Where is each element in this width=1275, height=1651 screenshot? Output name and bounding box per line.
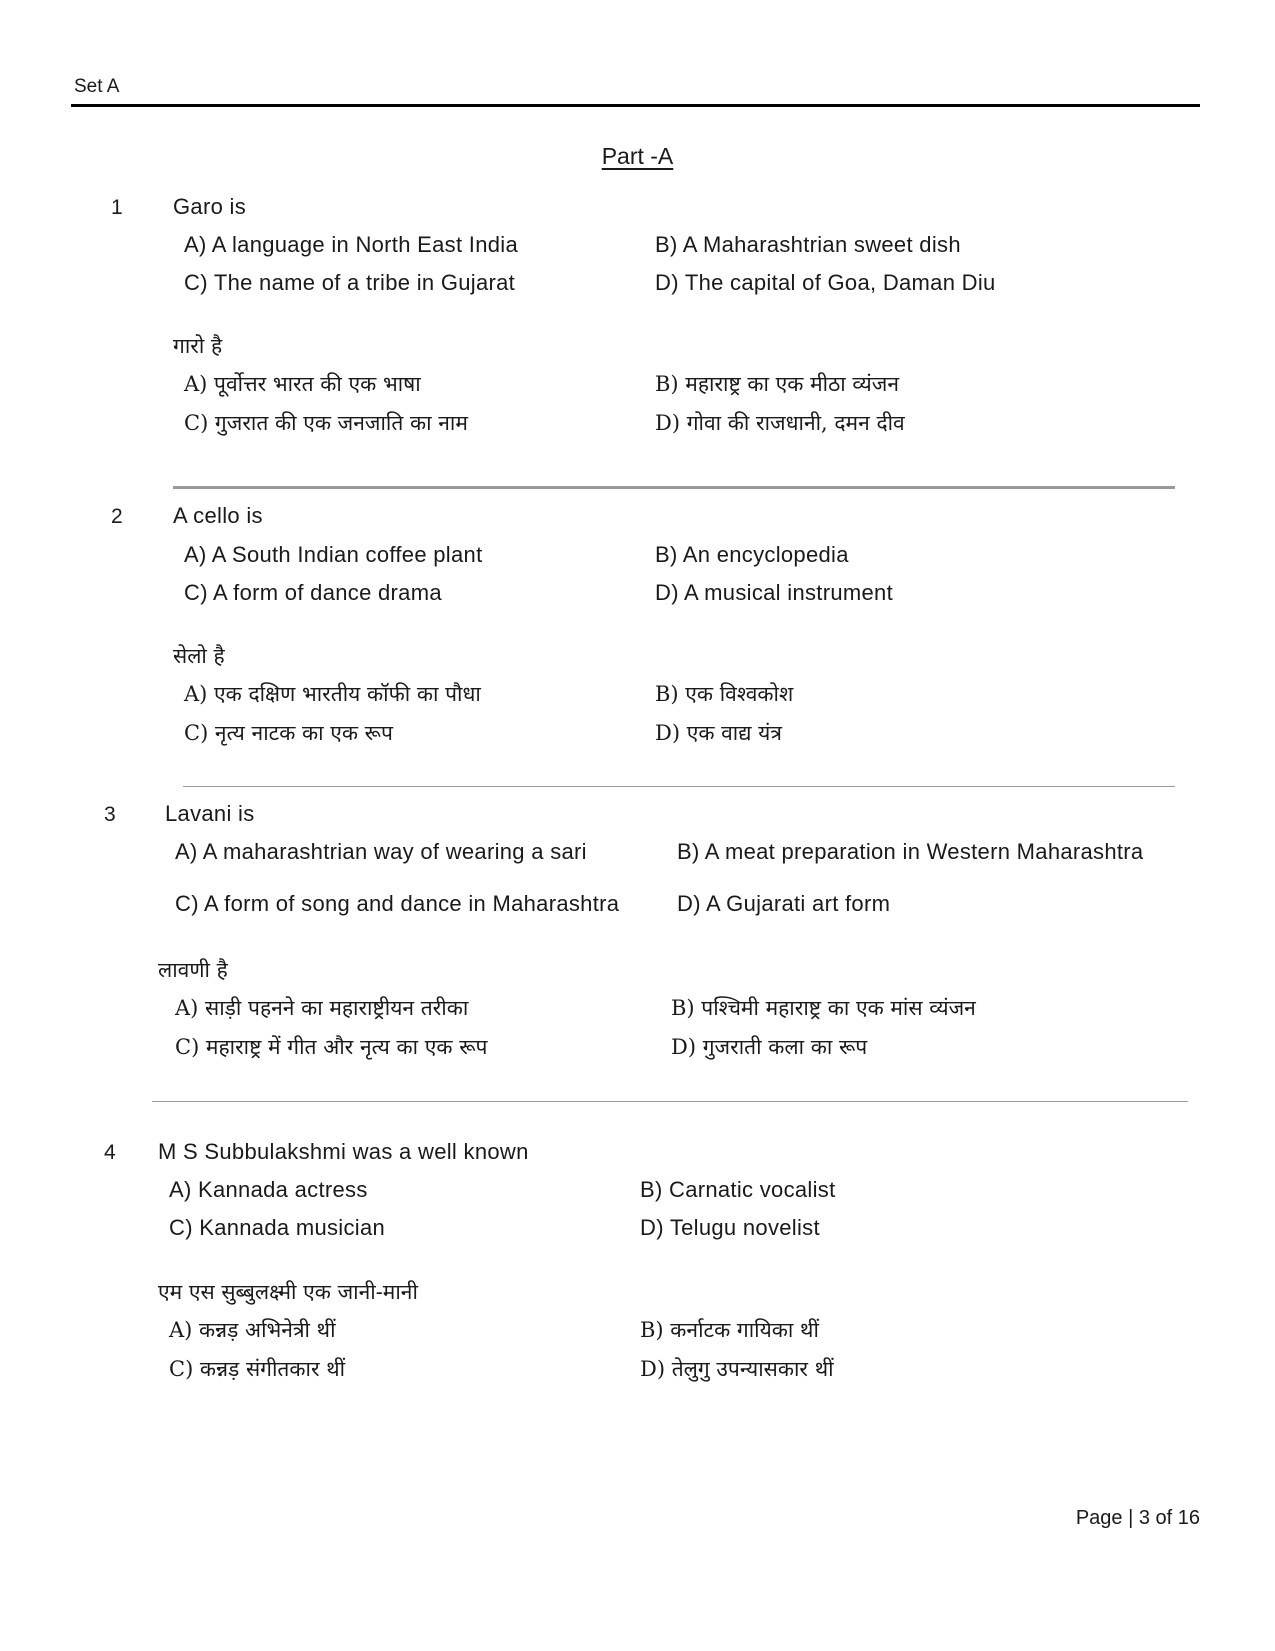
question-1-text-hindi: गारो है xyxy=(173,334,223,358)
question-3-option-a: A) A maharashtrian way of wearing a sari xyxy=(175,839,587,864)
question-2-option-a: A) A South Indian coffee plant xyxy=(184,542,483,567)
question-4-number: 4 xyxy=(104,1141,116,1164)
question-2-option-d-hindi: D) एक वाद्य यंत्र xyxy=(655,721,782,745)
question-4-option-d-hindi: D) तेलुगु उपन्यासकार थीं xyxy=(640,1357,834,1381)
question-1-option-d: D) The capital of Goa, Daman Diu xyxy=(655,270,996,295)
question-4-text: M S Subbulakshmi was a well known xyxy=(158,1139,529,1164)
question-3-option-d-hindi: D) गुजराती कला का रूप xyxy=(671,1035,868,1059)
question-1-option-a-hindi: A) पूर्वोत्तर भारत की एक भाषा xyxy=(184,372,421,396)
question-1-option-c-hindi: C) गुजरात की एक जनजाति का नाम xyxy=(184,411,468,435)
question-2-option-c-hindi: C) नृत्य नाटक का एक रूप xyxy=(184,721,393,745)
question-3-option-d: D) A Gujarati art form xyxy=(677,891,891,916)
question-2-number: 2 xyxy=(111,505,123,528)
question-2-option-c: C) A form of dance drama xyxy=(184,580,442,605)
question-1-number: 1 xyxy=(111,196,123,219)
question-3-option-c: C) A form of song and dance in Maharashtra xyxy=(175,891,620,916)
question-3-option-b-hindi: B) पश्चिमी महाराष्ट्र का एक मांस व्यंजन xyxy=(671,996,976,1020)
question-1-option-b: B) A Maharashtrian sweet dish xyxy=(655,232,961,257)
question-2-option-d: D) A musical instrument xyxy=(655,580,893,605)
question-3-option-a-hindi: A) साड़ी पहनने का महाराष्ट्रीयन तरीका xyxy=(175,996,469,1020)
question-3-option-c-hindi: C) महाराष्ट्र में गीत और नृत्य का एक रूप xyxy=(175,1035,488,1059)
question-3-option-b: B) A meat preparation in Western Maharashtra xyxy=(677,839,1144,864)
question-1-option-d-hindi: D) गोवा की राजधानी, दमन दीव xyxy=(655,411,905,435)
question-2-option-b: B) An encyclopedia xyxy=(655,542,849,567)
question-divider xyxy=(173,486,1175,489)
question-2-option-b-hindi: B) एक विश्वकोश xyxy=(655,682,794,706)
question-divider xyxy=(152,1101,1188,1102)
question-4-option-b-hindi: B) कर्नाटक गायिका थीं xyxy=(640,1318,819,1342)
question-3-text: Lavani is xyxy=(165,801,255,826)
question-4-option-a-hindi: A) कन्नड़ अभिनेत्री थीं xyxy=(169,1318,336,1342)
question-4-option-d: D) Telugu novelist xyxy=(640,1215,820,1240)
page-number: Page | 3 of 16 xyxy=(1075,1507,1200,1529)
question-4-option-b: B) Carnatic vocalist xyxy=(640,1177,836,1202)
question-4-text-hindi: एम एस सुब्बुलक्ष्मी एक जानी-मानी xyxy=(158,1280,418,1304)
question-3-number: 3 xyxy=(104,803,116,826)
question-4-option-c-hindi: C) कन्नड़ संगीतकार थीं xyxy=(169,1357,346,1381)
question-1-option-c: C) The name of a tribe in Gujarat xyxy=(184,270,516,295)
question-2-text: A cello is xyxy=(173,503,263,528)
question-1-option-a: A) A language in North East India xyxy=(184,232,519,257)
question-3-text-hindi: लावणी है xyxy=(158,958,228,982)
question-4-option-a: A) Kannada actress xyxy=(169,1177,368,1202)
question-divider xyxy=(183,786,1175,787)
question-1-text: Garo is xyxy=(173,194,247,219)
question-4-option-c: C) Kannada musician xyxy=(169,1215,386,1240)
question-2-option-a-hindi: A) एक दक्षिण भारतीय कॉफी का पौधा xyxy=(184,682,481,706)
part-title: Part -A xyxy=(601,143,674,169)
header-rule xyxy=(71,104,1200,107)
question-1-option-b-hindi: B) महाराष्ट्र का एक मीठा व्यंजन xyxy=(655,372,899,396)
question-2-text-hindi: सेलो है xyxy=(173,644,225,668)
set-label: Set A xyxy=(74,76,120,97)
